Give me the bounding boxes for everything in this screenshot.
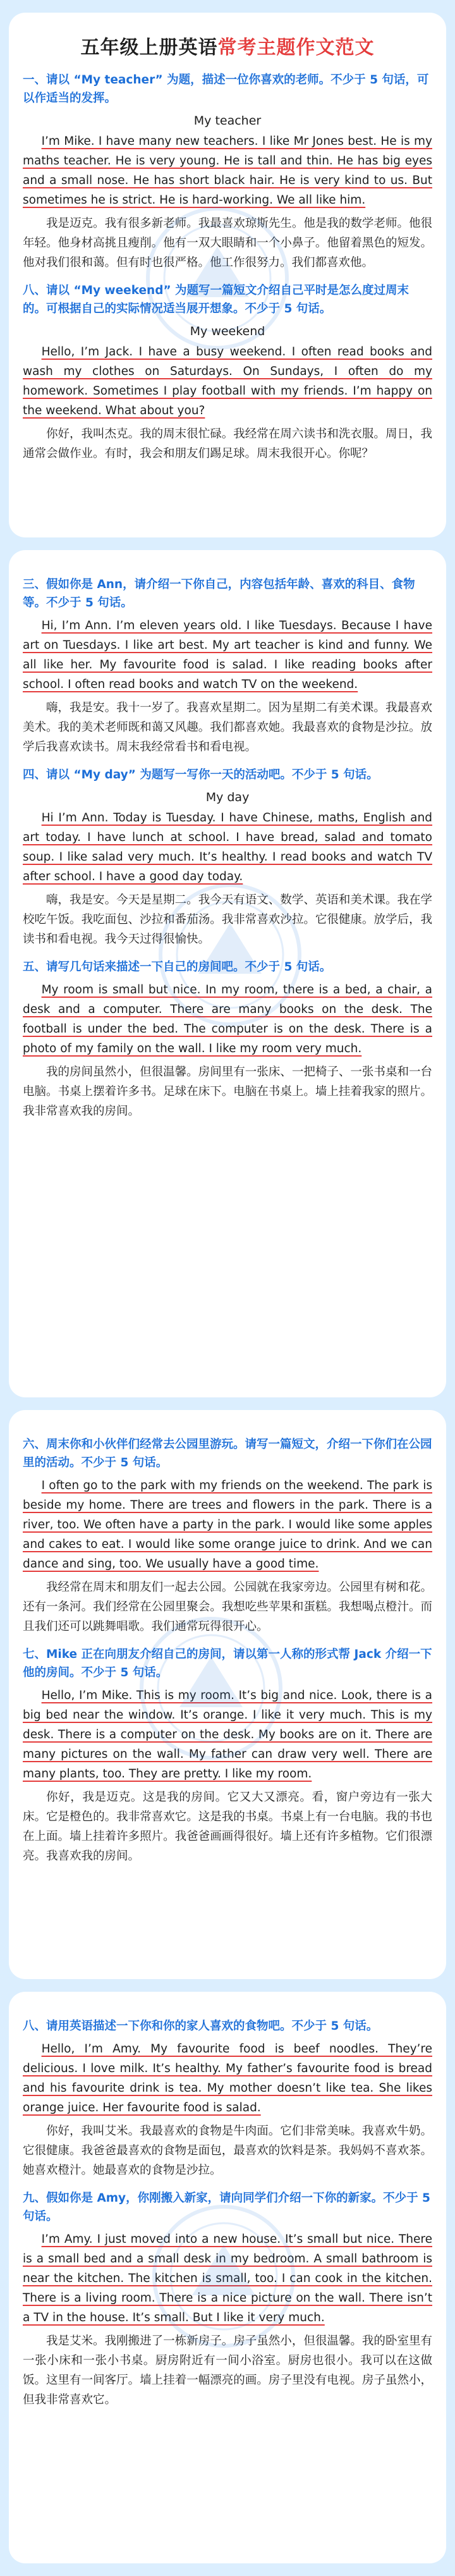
essay-en-5: My room is small but nice. In my room, there is a bed, a chair, a desk and a computer. There are many books on the desk. The football is under the bed. The computer is on the desk. There is a photo of my family on the wall. I like my room very much. <box>23 983 432 1055</box>
essay-en-4: Hi I’m Ann. Today is Tuesday. I have Chinese, maths, English and art today. I have lunch at school. I have bread, salad and tomato soup. I like salad very much. It’s healthy. I read books and watch TV after school. I have a good day today. <box>23 811 432 883</box>
essay-en-1: I’m Mike. I have many new teachers. I like Mr Jones best. He is my maths teacher. He is very young. He is tall and thin. He has big eyes and a small nose. He has short black hair. He is very kind to us. But sometimes he is strict. He is hard-working. We all like him. <box>23 135 432 207</box>
essay-zh-9: 我是艾米。我刚搬进了一栋新房子。房子虽然小，但很温馨。我的卧室里有一张小床和一张小书桌。厨房附近有一间小浴室。厨房也很小。我可以在这做饭。这里有一间客厅。墙上挂着一幅漂亮的画。房子里没有电视。房子虽然小，但我非常喜欢它。 <box>23 2334 432 2407</box>
essay-title-1: My teacher <box>193 114 262 128</box>
essay-zh-6: 我经常在周末和朋友们一起去公园。公园就在我家旁边。公园里有树和花。还有一条河。我们经常在公园里聚会。我想吃些苹果和蛋糕。我想喝点橙汁。而且我们还可以跳舞唱歌。我们通常玩得很开心。 <box>23 1581 432 1633</box>
content-card-4 <box>9 1992 446 2563</box>
essay-en-3: Hi, I’m Ann. I’m eleven years old. I like Tuesdays. Because I have art on Tuesdays. I like art best. My art teacher is kind and funny. We all like her. My favourite food is salad. I like reading books after school. I often read books and watch TV on the weekend. <box>23 619 432 691</box>
question-5: 五、请写几句话来描述一下自己的房间吧。不少于 5 句话。 <box>23 960 332 974</box>
question-2: 八、请以 “My weekend” 为题写一篇短文介绍自己平时是怎么度过周末的。可根据自己的实际情况适当展开想象。不少于 5 句话。 <box>23 284 410 316</box>
content-card-2 <box>9 550 446 1397</box>
question-6: 六、周末你和小伙伴们经常去公园里游玩。请写一篇短文，介绍一下你们在公园里的活动。不少于 5 句话。 <box>23 1438 432 1469</box>
essay-title-2: My weekend <box>190 324 265 338</box>
essay-en-7: Hello, I’m Mike. This is my room. It’s big and nice. Look, there is a big bed near the window. It’s orange. I like it very much. This is my desk. There is a computer on the desk. My books are on it. There are many pictures on the wall. My father can draw very well. There are many plants, too. They are pretty. I like my room. <box>23 1689 432 1781</box>
essay-zh-4: 嗨，我是安。今天是星期二。我今天有语文、数学、英语和美术课。我在学校吃午饭。我吃面包、沙拉和番茄汤。我非常喜欢沙拉。它很健康。放学后，我读书和看电视。我今天过得很愉快。 <box>23 893 432 946</box>
question-1: 一、请以 “My teacher” 为题，描述一位你喜欢的老师。不少于 5 句话，可以作适当的发挥。 <box>23 73 429 105</box>
essay-en-6: I often go to the park with my friends on the weekend. The park is beside my home. There are trees and flowers in the park. There is a river, too. We often have a party in the park. I would like some apples and cakes to eat. I would like some orange juice to drink. And we can dance and sing, too. We usually have a good time. <box>23 1479 432 1571</box>
essay-zh-3: 嗨，我是安。我十一岁了。我喜欢星期二。因为星期二有美术课。我最喜欢美术。我的美术老师既和蔼又风趣。我们都喜欢她。我最喜欢的食物是沙拉。放学后我喜欢读书。周末我经常看书和看电视。 <box>23 701 432 754</box>
essay-title-4: My day <box>205 790 250 804</box>
essay-zh-5: 我的房间虽然小，但很温馨。房间里有一张床、一把椅子、一张书桌和一台电脑。书桌上摆着许多书。足球在床下。电脑在书桌上。墙上挂着我家的照片。我非常喜欢我的房间。 <box>23 1065 432 1118</box>
essay-zh-1: 我是迈克。我有很多新老师。我最喜欢琼斯先生。他是我的数学老师。他很年轻。他身材高挑且瘦削。他有一双大眼睛和一个小鼻子。他留着黑色的短发。他对我们很和蔼。但有时也很严格。他工作很努力。我们都喜欢他。 <box>23 217 432 269</box>
essay-en-9: I’m Amy. I just moved into a new house. It’s small but nice. There is a small bed and a small desk in my bedroom. A small bathroom is near the kitchen. The kitchen is small, too. I can cook in the kitchen. There is a living room. There is a nice picture on the wall. There isn’t a TV in the house. It’s small. But I like it very much. <box>23 2233 432 2324</box>
question-4: 四、请以 “My day” 为题写一写你一天的活动吧。不少于 5 句话。 <box>23 768 379 782</box>
essay-en-2: Hello, I’m Jack. I have a busy weekend. I often read books and wash my clothes on Saturdays. On Sundays, I often do my homework. Sometimes I play football with my friends. I’m happy on the weekend. What about you? <box>23 345 432 417</box>
page-title <box>23 32 432 59</box>
question-9: 九、假如你是 Amy，你刚搬入新家，请向同学们介绍一下你的新家。不少于 5 句话。 <box>23 2192 430 2223</box>
question-8: 八、请用英语描述一下你和你的家人喜欢的食物吧。不少于 5 句话。 <box>23 2020 379 2033</box>
content-card-1 <box>9 13 446 537</box>
essay-zh-8: 你好，我叫艾米。我最喜欢的食物是牛肉面。它们非常美味。我喜欢牛奶。它很健康。我爸爸最喜欢的食物是面包，最喜欢的饮料是茶。我妈妈不喜欢茶。她喜欢橙汁。她最喜欢的食物是沙拉。 <box>23 2125 432 2177</box>
title-part-2: 常考主题作文范文 <box>217 37 375 59</box>
question-7: 七、Mike 正在向朋友介绍自己的房间，请以第一人称的形式帮 Jack 介绍一下他的房间。不少于 5 句话。 <box>23 1648 432 1679</box>
essay-zh-7: 你好，我是迈克。这是我的房间。它又大又漂亮。看，窗户旁边有一张大床。它是橙色的。我非常喜欢它。这是我的书桌。书桌上有一台电脑。我的书也在上面。墙上挂着许多照片。我爸爸画画得很好。墙上还有许多植物。它们很漂亮。我喜欢我的房间。 <box>23 1791 432 1863</box>
title-part-1: 五年级上册英语 <box>80 37 218 59</box>
content-card-3 <box>9 1410 446 1979</box>
essay-en-8: Hello, I’m Amy. My favourite food is beef noodles. They’re delicious. I love milk. It’s healthy. My father’s favourite food is bread and his favourite drink is tea. My mother doesn’t like tea. She likes orange juice. Her favourite food is salad. <box>23 2042 432 2114</box>
essay-zh-2: 你好，我叫杰克。我的周末很忙碌。我经常在周六读书和洗衣服。周日，我通常会做作业。有时，我会和朋友们踢足球。周末我很开心。你呢？ <box>23 427 432 460</box>
question-3: 三、假如你是 Ann，请介绍一下你自己，内容包括年龄、喜欢的科目、食物等。不少于 5 句话。 <box>23 578 415 610</box>
